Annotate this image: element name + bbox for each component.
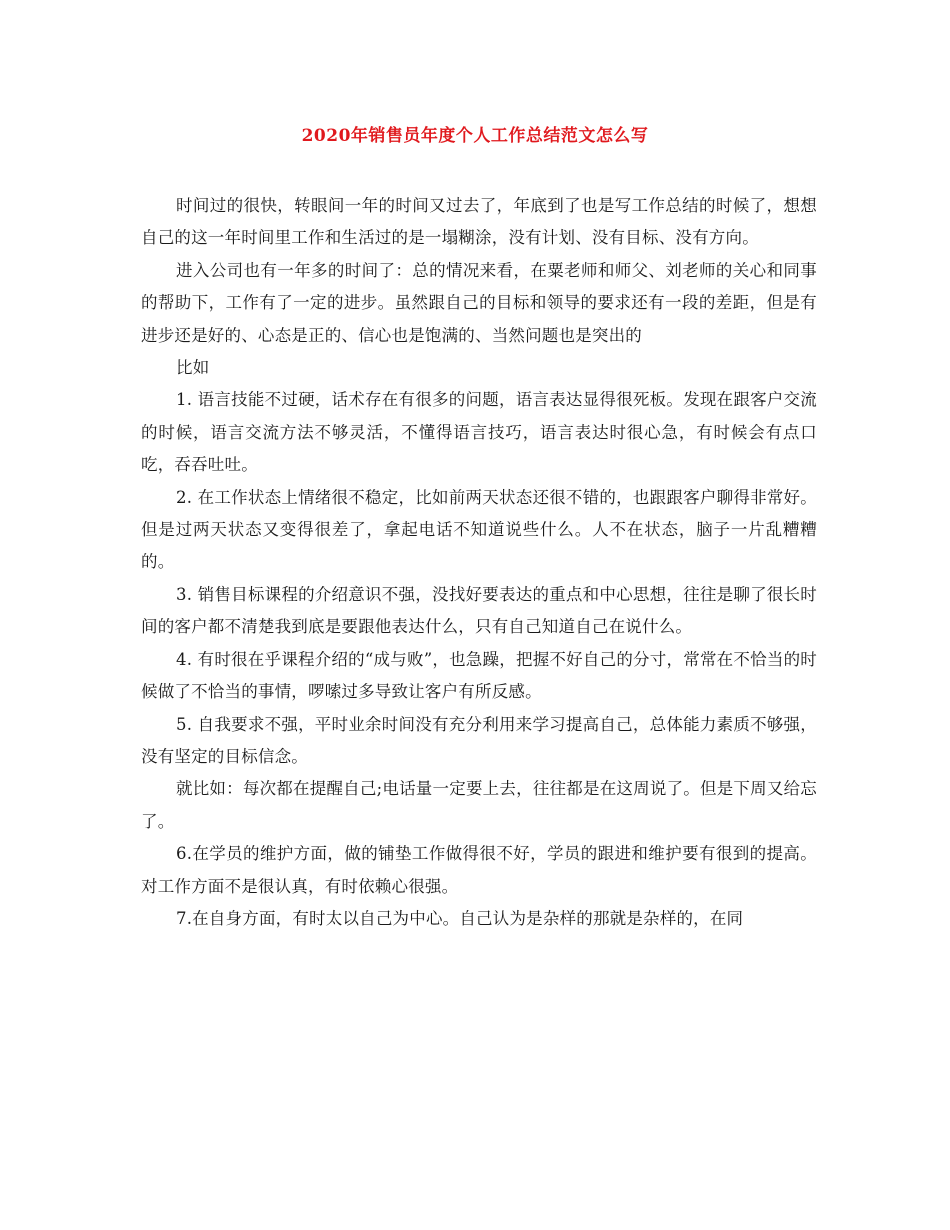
paragraph-item-1: 1. 语言技能不过硬，话术存在有很多的问题，语言表达显得很死板。发现在跟客户交流的时候，语言交流方法不够灵活，不懂得语言技巧，语言表达时很心急，有时候会有点口吃，吞吞吐吐。 — [141, 390, 817, 475]
paragraph-item-7: 7.在自身方面，有时太以自己为中心。自己认为是杂样的那就是杂样的，在同 — [176, 908, 744, 928]
document-body — [141, 190, 817, 935]
paragraph-intro: 时间过的很快，转眼间一年的时间又过去了，年底到了也是写工作总结的时候了，想想自己的这一年时间里工作和生活过的是一塌糊涂，没有计划、没有目标、没有方向。 — [141, 196, 817, 248]
paragraph-item-3: 3. 销售目标课程的介绍意识不强，没找好要表达的重点和中心思想，往往是聊了很长时间的客户都不清楚我到底是要跟他表达什么，只有自己知道自己在说什么。 — [141, 584, 817, 637]
document-title: 2020年销售员年度个人工作总结范文怎么写 — [301, 126, 649, 146]
paragraph-example-detail: 就比如：每次都在提醒自己;电话量一定要上去，往往都是在这周说了。但是下周又给忘了。 — [141, 779, 817, 831]
paragraph-item-5: 5. 自我要求不强，平时业余时间没有充分利用来学习提高自己，总体能力素质不够强，没有坚定的目标信念。 — [141, 714, 817, 766]
paragraph-for-example: 比如 — [176, 358, 210, 378]
paragraph-item-4: 4. 有时很在乎课程介绍的“成与败”，也急躁，把握不好自己的分寸，常常在不恰当的时候做了不恰当的事情，啰嗦过多导致让客户有所反感。 — [141, 649, 817, 702]
paragraph-item-2: 2. 在工作状态上情绪很不稳定，比如前两天状态还很不错的，也跟跟客户聊得非常好。但是过两天状态又变得很差了，拿起电话不知道说些什么。人不在状态，脑子一片乱糟糟的。 — [141, 487, 817, 572]
paragraph-item-6: 6.在学员的维护方面，做的铺垫工作做得很不好，学员的跟进和维护要有很到的提高。对工作方面不是很认真，有时依赖心很强。 — [141, 844, 817, 896]
paragraph-overview: 进入公司也有一年多的时间了：总的情况来看，在粟老师和师父、刘老师的关心和同事的帮助下，工作有了一定的进步。虽然跟自己的目标和领导的要求还有一段的差距，但是有进步还是好的、心态是正的、信心也是饱满的、当然问题也是突出的 — [141, 260, 817, 345]
